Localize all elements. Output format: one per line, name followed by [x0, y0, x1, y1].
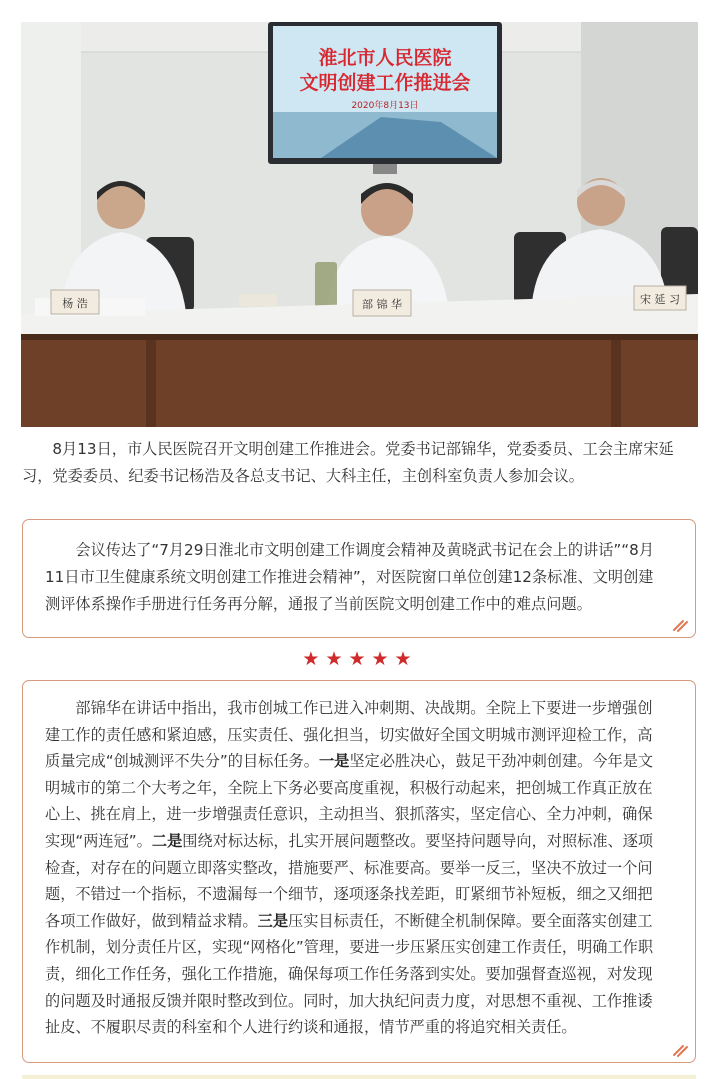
name-card-right: 宋 延 习 [640, 293, 680, 306]
speech-text [23, 695, 695, 1041]
speech-part-1: 部锦华在讲话中指出，我市创城工作已进入冲刺期、决战期。全院上下要进一步增强创建工作的责任感和紧迫感，压实责任、强化担当，切实做好全国文明城市测评迎检工作，高质量完成“创城测评不失分”的目标任务。 [45, 699, 653, 771]
speech-part-3: 围绕对标达标，扎实开展问题整改。要坚持问题导向，对照标准、逐项检查，对存在的问题立即落实整改，措施要严、标准要高。要举一反三，坚决不放过一个问题，不错过一个指标，不遗漏每一个细节，逐项逐条找差距，盯紧细节补短板，细之又细把各项工作做好，做到精益求精。 [45, 831, 654, 930]
screen-title-line2: 文明创建工作推进会 [299, 72, 471, 94]
corner-decoration-icon [671, 618, 689, 632]
summary-card [22, 519, 696, 638]
speech-part-2: 坚定必胜决心，鼓足干劲冲刺创建。今年是文明城市的第二个大考之年，全院上下务必要高度重视，积极行动起来，把创城工作真正放在心上、挑在肩上，进一步增强责任意识，主动担当、狠抓落实，坚定信心、全力冲刺，确保实现“两连冠”。 [45, 752, 654, 850]
star-divider [0, 648, 720, 670]
speech-card [22, 680, 696, 1063]
name-card-left: 杨 浩 [62, 297, 88, 310]
next-section-edge [22, 1075, 696, 1079]
keyword-third: 三是 [257, 911, 288, 930]
summary-text: 会议传达了“7月29日淮北市文明创建工作调度会精神及黄晓武书记在会上的讲话”“8月11日市卫生健康系统文明创建工作推进会精神”，对医院窗口单位创建12条标准、文明创建测评体系操作手册进行任务再分解，通报了当前医院文明创建工作中的难点问题。 [45, 541, 655, 613]
keyword-second: 二是 [151, 831, 183, 850]
name-card-center: 部 锦 华 [362, 298, 402, 311]
keyword-first: 一是 [318, 752, 350, 771]
screen-title-line1: 淮北市人民医院 [318, 47, 452, 69]
star-icon: ★★★★★ [302, 648, 418, 670]
corner-decoration-icon [671, 1043, 689, 1057]
meeting-photo [21, 22, 698, 427]
intro-paragraph: 8月13日，市人民医院召开文明创建工作推进会。党委书记部锦华，党委委员、工会主席宋延习，党委委员、纪委书记杨浩及各总支书记、大科主任，主创科室负责人参加会议。 [22, 440, 674, 485]
speech-part-4: 压实目标责任，不断健全机制保障。要全面落实创建工作机制，划分责任片区，实现“网格化”管理，要进一步压紧压实创建工作责任，明确工作职责，细化工作任务，强化工作措施，确保每项工作任务落到实处。要加强督查巡视，对发现的问题及时通报反馈并限时整改到位。同时，加大执纪问责力度，对思想不重视、工作推诿扯皮、不履职尽责的科室和个人进行约谈和通报，情节严重的将追究相关责任。 [45, 911, 654, 1037]
screen-date: 2020年8月13日 [351, 101, 419, 111]
